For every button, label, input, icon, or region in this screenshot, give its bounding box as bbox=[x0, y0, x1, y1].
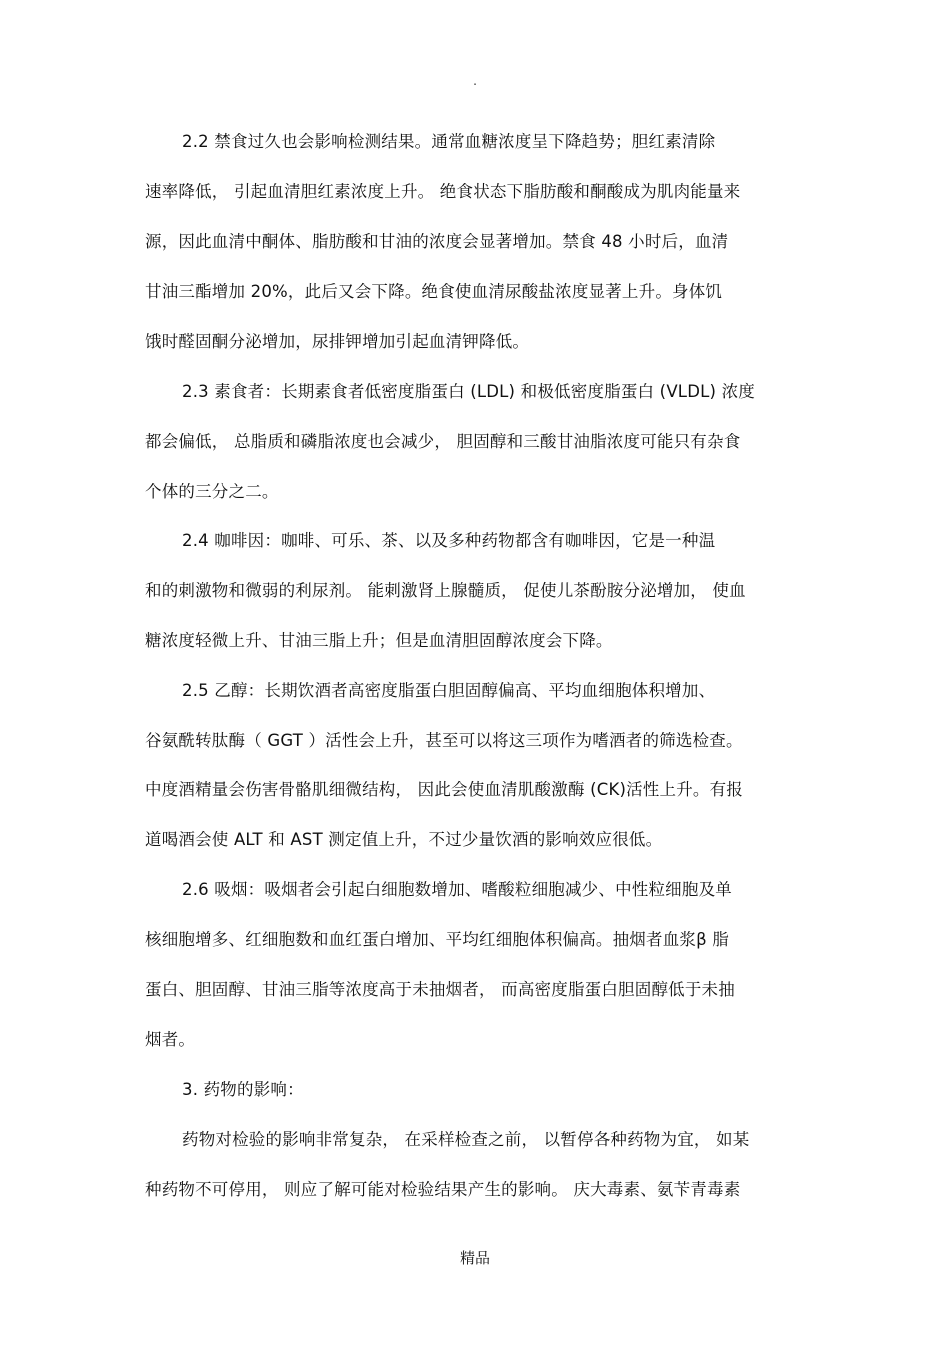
section-heading: 3. 药物的影响： bbox=[182, 1080, 304, 1099]
page-top-mark: . bbox=[473, 74, 477, 88]
text-line: 核细胞增多、红细胞数和血红蛋白增加、平均红细胞体积偏高。抽烟者血浆β 脂 bbox=[145, 930, 729, 949]
text-line: 饿时醛固酮分泌增加，尿排钾增加引起血清钾降低。 bbox=[145, 332, 530, 351]
page-footer: 精品 bbox=[459, 1249, 490, 1267]
text-line: 2.3 素食者：长期素食者低密度脂蛋白 (LDL) 和极低密度脂蛋白 (VLDL) 浓度 bbox=[182, 382, 755, 401]
text-line: 个体的三分之二。 bbox=[145, 482, 279, 501]
text-line: 糖浓度轻微上升、甘油三脂上升；但是血清胆固醇浓度会下降。 bbox=[145, 631, 613, 650]
text-line: 蛋白、胆固醇、甘油三脂等浓度高于未抽烟者， 而高密度脂蛋白胆固醇低于未抽 bbox=[145, 980, 735, 999]
text-line: 源，因此血清中酮体、脂肪酸和甘油的浓度会显著增加。禁食 48 小时后，血清 bbox=[145, 232, 729, 251]
text-line: 2.6 吸烟：吸烟者会引起白细胞数增加、嗜酸粒细胞减少、中性粒细胞及单 bbox=[182, 880, 732, 899]
text-line: 谷氨酰转肽酶（ GGT ）活性会上升，甚至可以将这三项作为嗜酒者的筛选检查。 bbox=[145, 731, 743, 750]
text-line: 和的刺激物和微弱的利尿剂。 能刺激肾上腺髓质， 促使儿茶酚胺分泌增加， 使血 bbox=[145, 581, 746, 600]
text-line: 速率降低， 引起血清胆红素浓度上升。 绝食状态下脂肪酸和酮酸成为肌肉能量来 bbox=[145, 182, 741, 201]
text-line: 种药物不可停用， 则应了解可能对检验结果产生的影响。 庆大毒素、氨苄青毒素 bbox=[145, 1180, 741, 1199]
text-line: 中度酒精量会伤害骨骼肌细微结构， 因此会使血清肌酸激酶 (CK)活性上升。有报 bbox=[145, 780, 744, 799]
text-line: 药物对检验的影响非常复杂， 在采样检查之前， 以暂停各种药物为宜， 如某 bbox=[182, 1130, 750, 1149]
text-line: 烟者。 bbox=[145, 1030, 196, 1049]
text-line: 都会偏低， 总脂质和磷脂浓度也会减少， 胆固醇和三酸甘油脂浓度可能只有杂食 bbox=[145, 432, 741, 451]
text-line: 道喝酒会使 ALT 和 AST 测定值上升，不过少量饮酒的影响效应很低。 bbox=[145, 830, 663, 849]
text-line: 2.4 咖啡因：咖啡、可乐、茶、以及多种药物都含有咖啡因，它是一种温 bbox=[182, 531, 716, 550]
text-line: 2.5 乙醇：长期饮酒者高密度脂蛋白胆固醇偏高、平均血细胞体积增加、 bbox=[182, 681, 716, 700]
text-line: 甘油三酯增加 20%，此后又会下降。绝食使血清尿酸盐浓度显著上升。身体饥 bbox=[145, 282, 723, 301]
text-line: 2.2 禁食过久也会影响检测结果。通常血糖浓度呈下降趋势；胆红素清除 bbox=[182, 132, 716, 151]
